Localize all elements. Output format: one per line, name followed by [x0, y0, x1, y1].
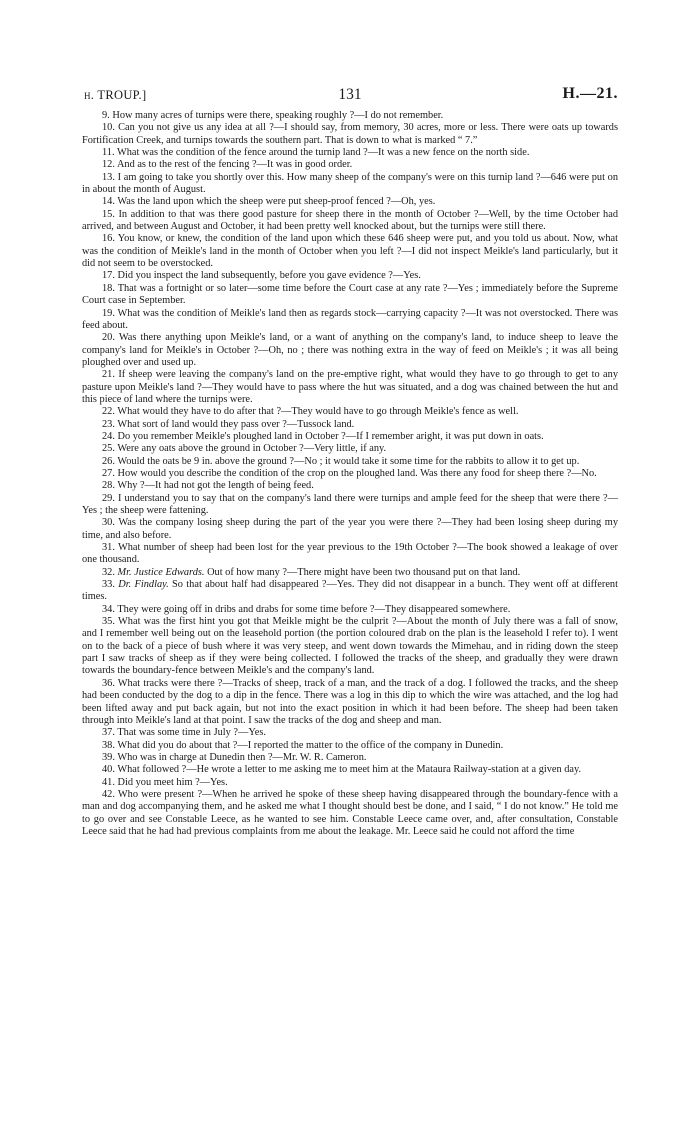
- paragraph: 39. Who was in charge at Dunedin then ?—Mr. W. R. Cameron.: [102, 751, 367, 763]
- paragraph: 41. Did you meet him ?—Yes.: [102, 776, 228, 788]
- paragraph: 36. What tracks were there ?—Tracks of sheep, track of a man, and the track of a dog. I followed the tracks, and the sheep had been conducted by the dog to a dip in the fence. There was a log in this dip to which the wire was attached, and the log had been lifted away and put back again, but not into the exact position in which it had been before. The sheep had been taken through into Meikle's land at that point. I saw the tracks of the dog and sheep and man.: [82, 677, 618, 726]
- paragraph: 12. And as to the rest of the fencing ?—It was in good order.: [102, 159, 353, 171]
- paragraph: 38. What did you do about that ?—I reported the matter to the office of the company in Dunedin.: [102, 739, 504, 751]
- paragraph: 32. Mr. Justice Edwards. Out of how many ?—There might have been two thousand put on that land.: [102, 566, 521, 578]
- paragraph: 27. How would you describe the condition of the crop on the ploughed land. Was there any food for sheep there ?—No.: [102, 467, 597, 479]
- paragraph: 37. That was some time in July ?—Yes.: [102, 727, 266, 739]
- paragraph: 34. They were going off in dribs and drabs for some time before ?—They disappeared somewhere.: [102, 603, 511, 615]
- paragraph: 33. Dr. Findlay. So that about half had disappeared ?—Yes. They did not disappear in a bunch. They went off at different times.: [82, 579, 618, 603]
- paragraph: 28. Why ?—It had not got the length of being feed.: [102, 480, 314, 492]
- paragraph: 25. Were any oats above the ground in October ?—Very little, if any.: [102, 443, 387, 455]
- paragraph: 21. If sheep were leaving the company's land on the pre-emptive right, what would they have to go through to get to any pasture upon Meikle's land ?—They would have to pass where the hut was situated, and a dog was chained between the hut and this piece of land where the turnips were.: [82, 369, 618, 405]
- paragraph: 29. I understand you to say that on the company's land there were turnips and ample feed for the sheep that were there ?—Yes ; the sheep were fattening.: [82, 492, 618, 516]
- paragraph: 24. Do you remember Meikle's ploughed land in October ?—If I remember aright, it was put down in oats.: [102, 430, 544, 442]
- paragraph: 22. What would they have to do after that ?—They would have to go through Meikle's fence as well.: [102, 406, 519, 418]
- document-body: [82, 110, 618, 838]
- paragraph: 31. What number of sheep had been lost for the year previous to the 19th October ?—The book showed a leakage of over one thousand.: [82, 542, 618, 566]
- paragraph: 17. Did you inspect the land subsequently, before you gave evidence ?—Yes.: [102, 270, 421, 282]
- paragraph: 13. I am going to take you shortly over this. How many sheep of the company's were on this turnip land ?—646 were put on in about the month of August.: [82, 171, 618, 196]
- paragraph: 23. What sort of land would they pass over ?—Tussock land.: [102, 418, 355, 430]
- paragraph: 42. Who were present ?—When he arrived he spoke of these sheep having disappeared through the boundary-fence with a man and dog accompanying them, and he asked me what I thought should best be done, and I said, “ I do not know.” He told me to go over and see Constable Leece, as he wanted to see him. Constable Leece came over, and, after consultation, Constable Leece said that he had had previous complaints from me about the leakage. Mr. Leece said he could not afford the time: [82, 788, 618, 837]
- paragraph: 14. Was the land upon which the sheep were put sheep-proof fenced ?—Oh, yes.: [102, 196, 436, 208]
- paragraph: 11. What was the condition of the fence around the turnip land ?—It was a new fence on the north side.: [102, 147, 530, 159]
- paragraph: 26. Would the oats be 9 in. above the ground ?—No ; it would take it some time for the rabbits to allow it to get up.: [102, 455, 580, 467]
- paragraph: 20. Was there anything upon Meikle's land, or a want of anything on the company's land, to induce sheep to leave the company's land for Meikle's in October ?—Oh, no ; there was nothing extra in the way of feed on Meikle's ; it was all being ploughed over and used up.: [82, 332, 618, 368]
- paragraph: 35. What was the first hint you got that Meikle might be the culprit ?—About the month of July there was a fall of snow, and I remember well being out on the leasehold portion (the portion coloured drab on the plan is the leasehold I refer to). I went on to the back of a piece of bush where it was very steep, and went down towards the Mimehau, and in riding down the steep part I saw tracks of sheep as if they were being collected. I followed the tracks of the sheep, and gradually they were drawn towards the boundary-fence between Meikle's and the company's land.: [82, 616, 618, 677]
- paragraph: 15. In addition to that was there good pasture for sheep there in the month of October ?—Well, by the time October had arrived, and between August and October, it had been pretty well knocked about, but the turnips were still there.: [82, 208, 618, 233]
- paragraph: 16. You know, or knew, the condition of the land upon which these 646 sheep were put, and you told us about. Now, what was the condition of Meikle's land in the month of October when you left ?—I did not inspect Meikle's land particularly, but it did not seem to be overstocked.: [82, 233, 618, 270]
- page-number: 131: [338, 86, 362, 103]
- paragraph: 10. Can you not give us any idea at all ?—I should say, from memory, 30 acres, more or less. There were oats up towards Fortification Creek, and turnips towards the southern part. That is down to what is marked “ 7.”: [82, 122, 618, 146]
- page-header: [82, 86, 618, 108]
- paragraph: 9. How many acres of turnips were there, speaking roughly ?—I do not remember.: [102, 110, 444, 121]
- paragraph: 18. That was a fortnight or so later—some time before the Court case at any rate ?—Yes ; immediately before the Supreme Court case in September.: [82, 282, 618, 307]
- paragraph: 30. Was the company losing sheep during the part of the year you were there ?—They had been losing sheep during my time, and also before.: [82, 517, 618, 541]
- paragraph: 19. What was the condition of Meikle's land then as regards stock—carrying capacity ?—It was not overstocked. There was feed about.: [82, 307, 618, 331]
- witness-running-head: h. TROUP.]: [84, 88, 147, 102]
- paper-reference: H.—21.: [562, 85, 618, 102]
- paragraph: 40. What followed ?—He wrote a letter to me asking me to meet him at the Mataura Railway-station at a given day.: [102, 764, 582, 776]
